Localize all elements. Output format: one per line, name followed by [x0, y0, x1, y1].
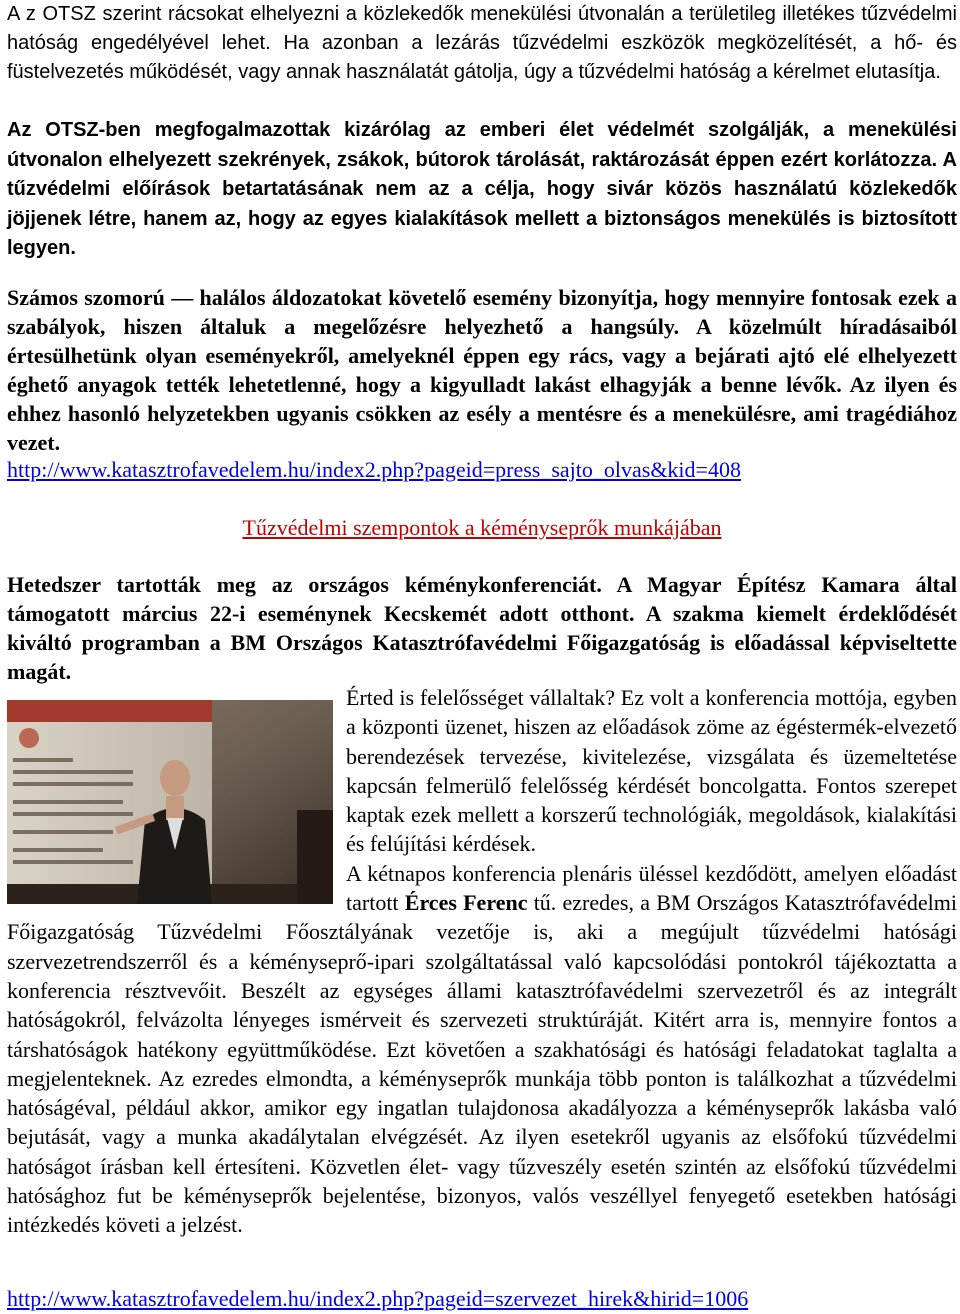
article-body — [7, 683, 957, 1240]
article-heading: Tűzvédelmi szempontok a kéményseprők munkájában — [242, 515, 722, 540]
paragraph-lead-bold: Hetedszer tartották meg az országos kéménykonferenciát. A Magyar Építész Kamara által támogatott március 22-i eseménynek Kecskemét adott otthont. A szakma kiemelt érdeklődését kiváltó programban a BM Országos Katasztrófavédelmi Főigazgatóság is előadással képviseltette magát. — [7, 572, 957, 684]
paragraph-otsz-bold: Az OTSZ-ben megfogalmazottak kizárólag az emberi élet védelmét szolgálják, a menekülési útvonalon elhelyezett szekrények, zsákok, bútorok tárolását, raktározását éppen ezért korlátozza. A tűzvédelmi előírások betartatásának nem az a célja, hogy sivár közös használatú közlekedők jöjjenek létre, hanem az, hogy az egyes kialakítások mellett a biztonságos menekülés is biztosított legyen. — [7, 119, 957, 259]
paragraph-plenary-rest: tű. ezredes, a BM Országos Katasztrófavédelmi Főigazgatóság Tűzvédelmi Főosztályának vezetője is, aki a megújult tűzvédelmi hatósági szervezetrendszerről és a kéményseprő-ipari szolgáltatással való kapcsolódási pontokról tájékoztatta a konferencia résztvevőit. Beszélt az egységes állami katasztrófavédelmi szervezetről és az integrált hatóságokról, felvázolta lényeges ismérveit és szervezeti struktúráját. Kitért arra is, mennyire fontos a társhatóságok hatékony együttműködése. Ezt követően a szakhatósági és hatósági feladatokat taglalta a megjelenteknek. Az ezredes elmondta, a kéményseprők munkája több ponton is találkozhat a tűzvédelmi hatóságéval, például akkor, amikor egy ingatlan tulajdonosa akadályozza a kéményseprők lakásba való bejutását, vagy a munka akadálytalan elvégzését. Az ilyen esetekről ugyanis az elsőfokú tűzvédelmi hatóságot írásban kell értesíteni. Közvetlen élet- vagy tűzveszély esetén szintén az elsőfokú tűzvédelmi hatósághoz fut be kéményseprők bejelentése, bizonyos, valós veszéllyel fenyegető esetekben hatósági intézkedés követi a jelzést. — [7, 890, 957, 1238]
lead-paragraph-block — [7, 570, 957, 686]
source-link-1[interactable]: http://www.katasztrofavedelem.hu/index2.php?pageid=press_sajto_olvas&kid=408 — [7, 457, 741, 482]
paragraph-motto: Érted is felelősséget vállaltak? Ez volt a konferencia mottója, egyben a központi üzenet, hiszen az előadások zöme az égéstermék-elvezető berendezések tervezése, kivitelezése, vizsgálata és üzemeltetése kapcsán felmerülő felelősség kérdését boncolgatta. Fontos szerepet kaptak ezek mellett a korszerű technológiák, megoldások, kialakítási és felújítási kérdések. — [346, 685, 957, 857]
paragraph-plenary — [7, 859, 957, 1240]
source-link-2[interactable]: http://www.katasztrofavedelem.hu/index2.php?pageid=szervezet_hirek&hirid=1006 — [7, 1286, 749, 1311]
paragraph-rácsok: A z OTSZ szerint rácsokat elhelyezni a közlekedők menekülési útvonalán a területileg illetékes tűzvédelmi hatóság engedélyével lehet. Ha azonban a lezárás tűzvédelmi eszközök megközelítését, a hő- és füstelvezetés működését, vagy annak használatát gátolja, úgy a tűzvédelmi hatóság a kérelmet elutasítja. — [7, 3, 957, 83]
paragraph-tragedy-bold: Számos szomorú ― halálos áldozatokat követelő esemény bizonyítja, hogy mennyire fontosak ezek a szabályok, hiszen általuk a megelőzésre helyezhető a hangsúly. A közelmúlt híradásaiból értesülhetünk olyan eseményekről, amelyeknél éppen egy rács, vagy a bejárati ajtó elé elhelyezett éghető anyagok tették lehetetlenné, hogy a kigyulladt lakást elhagyják a benne lévők. Az ilyen és ehhez hasonló helyzetekben ugyanis csökken az esély a mentésre és a menekülésre, ami tragédiához vezet. — [7, 285, 957, 455]
conference-photo-image — [7, 700, 333, 904]
article-heading-block — [7, 513, 957, 542]
otsz-paragraph-block — [7, 116, 957, 264]
paragraph-plenary-start: A kétnapos konferencia plenáris üléssel kezdődött, amelyen előadást tartott — [346, 860, 957, 916]
intro-paragraph — [7, 0, 957, 87]
tragedy-paragraph-block — [7, 283, 957, 457]
speaker-name: Érces Ferenc — [404, 890, 528, 916]
conference-photo — [7, 700, 333, 904]
